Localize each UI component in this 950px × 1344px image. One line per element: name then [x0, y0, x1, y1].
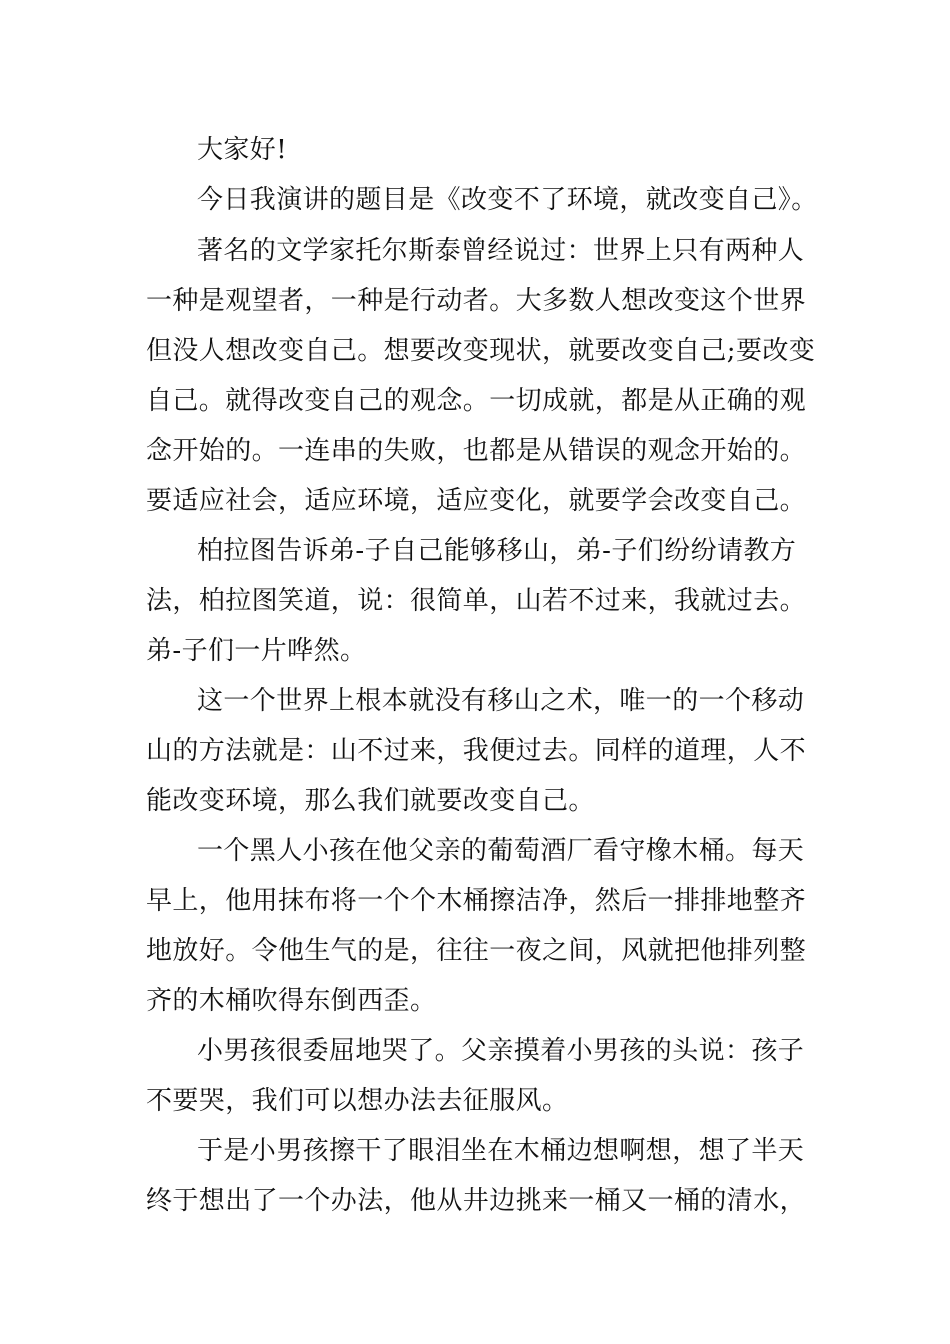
text-line-21: 于是小男孩擦干了眼泪坐在木桶边想啊想，想了半天 — [197, 1136, 805, 1166]
text-line-22: 终于想出了一个办法，他从井边挑来一桶又一桶的清水， — [146, 1186, 807, 1216]
text-line-9: 柏拉图告诉弟-子自己能够移山，弟-子们纷纷请教方 — [197, 536, 797, 566]
text-line-15: 一个黑人小孩在他父亲的葡萄酒厂看守橡木桶。每天 — [197, 836, 805, 866]
text-line-19: 小男孩很委屈地哭了。父亲摸着小男孩的头说：孩子 — [197, 1036, 805, 1066]
text-line-12: 这一个世界上根本就没有移山之术，唯一的一个移动 — [197, 686, 805, 716]
text-line-4: 一种是观望者，一种是行动者。大多数人想改变这个世界 — [146, 286, 807, 316]
text-line-18: 齐的木桶吹得东倒西歪。 — [146, 986, 437, 1016]
text-line-17: 地放好。令他生气的是，往往一夜之间，风就把他排列整 — [146, 936, 807, 966]
text-line-20: 不要哭，我们可以想办法去征服风。 — [146, 1086, 569, 1116]
text-line-2: 今日我演讲的题目是《改变不了环境，就改变自己》。 — [197, 185, 818, 215]
text-line-8: 要适应社会，适应环境，适应变化，就要学会改变自己。 — [146, 486, 807, 516]
text-line-14: 能改变环境，那么我们就要改变自己。 — [146, 786, 595, 816]
text-line-7: 念开始的。一连串的失败，也都是从错误的观念开始的。 — [146, 436, 807, 466]
text-line-3: 著名的文学家托尔斯泰曾经说过：世界上只有两种人 — [197, 236, 805, 266]
text-line-6: 自己。就得改变自己的观念。一切成就，都是从正确的观 — [146, 386, 807, 416]
text-line-10: 法，柏拉图笑道，说：很简单，山若不过来，我就过去。 — [146, 586, 807, 616]
text-line-16: 早上，他用抹布将一个个木桶擦洁净，然后一排排地整齐 — [146, 886, 807, 916]
text-line-13: 山的方法就是：山不过来，我便过去。同样的道理，人不 — [146, 736, 807, 766]
text-line-5: 但没人想改变自己。想要改变现状，就要改变自己;要改变 — [146, 336, 816, 366]
text-line-1: 大家好! — [197, 135, 288, 165]
text-line-11: 弟-子们一片哗然。 — [146, 636, 367, 666]
